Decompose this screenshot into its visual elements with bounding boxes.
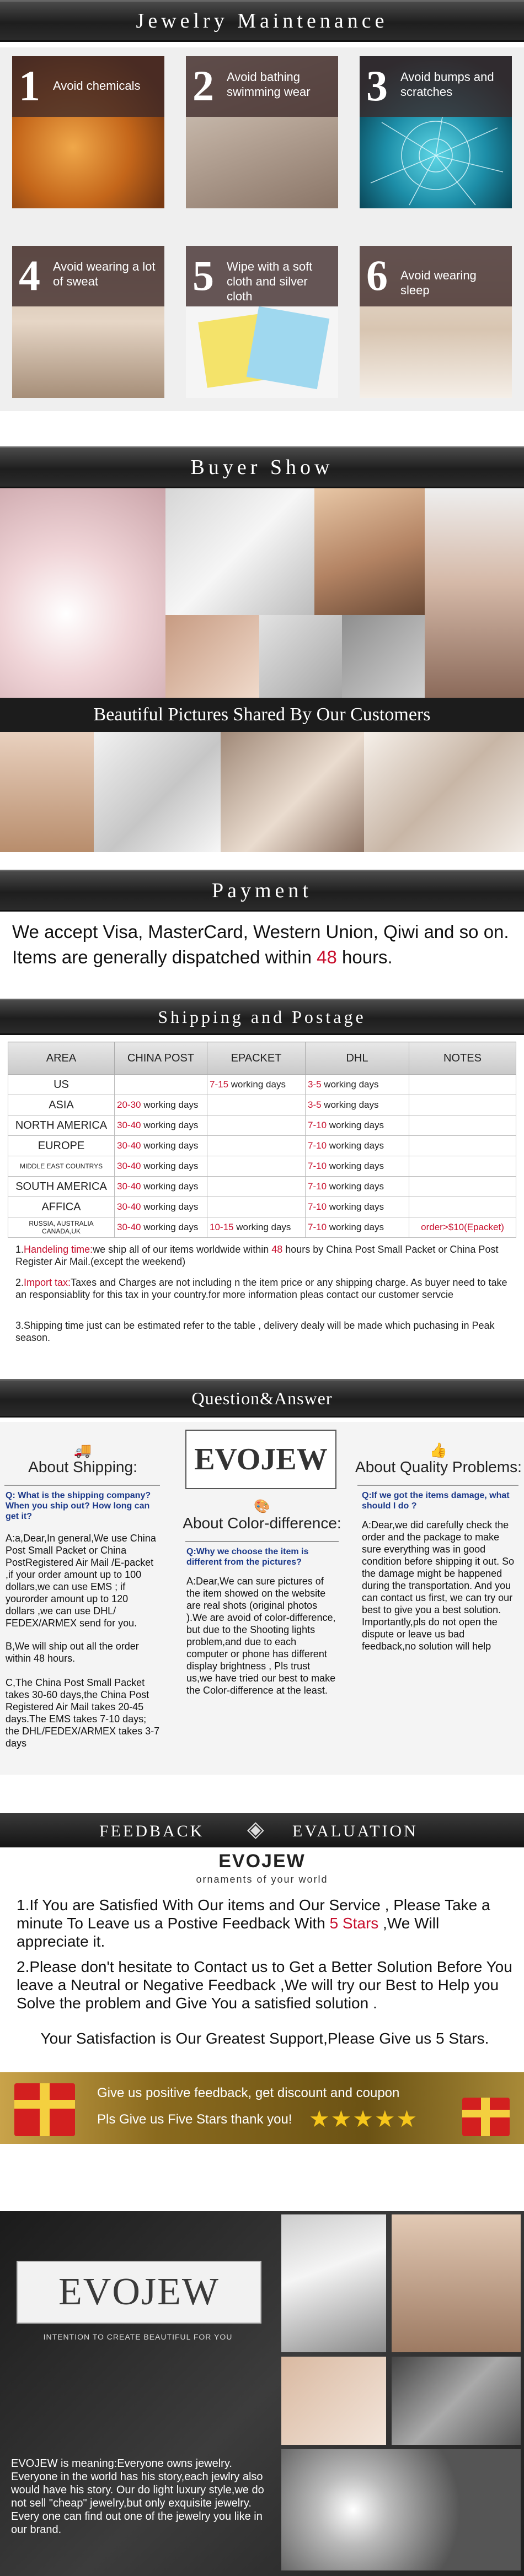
tip-tile-sleep [360,246,512,398]
shipping-note-1: 1.Handeling time:we ship all of our items worldwide within 48 hours by China Post Small Packet or China Post Register Air Mail.(except the weekend) [15,1244,499,1267]
notes-cell [409,1156,516,1177]
dhl-cell: 3-5 working days [306,1095,409,1115]
buyer-show-gallery [0,488,524,852]
feedback-promo-bar [0,2072,524,2144]
thumbs-up-icon: 👍 [429,1442,448,1458]
customer-photo-wrist [221,732,364,852]
shipping-banner [0,999,524,1035]
col-china-post: CHINA POST [115,1042,207,1075]
feedback-right: EVALUATION [292,1822,418,1840]
qa-shipping-question: Q: What is the shipping company? When you ship out? How long can get it? [6,1491,151,1521]
shipping-row [8,1217,516,1238]
col-area: AREA [8,1042,115,1075]
tip-label: Avoid bathing swimming wear [227,70,311,99]
gift-box-left-icon [14,2083,75,2136]
notes-cell [409,1136,516,1156]
dhl-cell: 7-10 working days [306,1156,409,1177]
notes-cell: order>$10(Epacket) [409,1217,516,1238]
china-post-cell: 30-40 working days [115,1136,207,1156]
col-dhl: DHL [306,1042,409,1075]
payment-title: Payment [212,879,312,902]
tip-label: Avoid wearing sleep [400,268,477,297]
dhl-cell: 7-10 working days [306,1197,409,1217]
epacket-cell [207,1197,306,1217]
customer-photo-pendant [0,488,165,698]
area-cell: RUSSIA, AUSTRALIA CANADA,UK [8,1217,115,1238]
tip-tile-chemicals [12,56,164,208]
payment-methods: We accept Visa, MasterCard, Western Union, Qiwi and so on. [12,921,509,942]
promo-line-2: Pls Give us Five Stars thank you! [97,2112,292,2127]
notes-cell [409,1197,516,1217]
shipping-row [8,1095,516,1115]
shipping-note-3: 3.Shipping time just can be estimated refer to the table , delivery dealy will be made which puchasing in Peak season. [15,1320,495,1343]
customer-photo-ring [259,615,342,698]
palette-icon: 🎨 [254,1499,270,1514]
brand-story-text: EVOJEW is meaning:Everyone owns jewelry. Everyone in the world has his story,each jewlry also would have his story. Our do light luxury style,we do not sell "cheap" jewelry,but only exquisite jewelry. Every one can find out one of the jewelry you like in our brand. [11,2458,264,2536]
qa-color-answer: A:Dear,We can sure pictures of the item showed on the website are real shots (original photos ).We are avoid of color-difference, but due to the Shooting lights problem,and due to each computer or phone has different display brightness , Pls trust us,we have tried our best to make the Color-difference at the least. [186,1576,336,1696]
customer-photo-earring [165,488,314,615]
china-post-cell: 30-40 working days [115,1115,207,1136]
maintenance-grid [0,47,524,411]
qa-shipping-answer-b: B,We will ship out all the order within 48 hours. [6,1641,139,1664]
shipping-title: Shipping and Postage [158,1007,366,1027]
tip-number: 6 [366,251,388,299]
notes-cell [409,1177,516,1197]
feedback-item-1: 1.If You are Satisfied With Our items and Our Service , Please Take a minute To Leave us a Postive Feedback With 5 Stars ,We Will appreciate it. [17,1896,490,1950]
customer-photo-model [0,732,94,852]
tip-tile-wipe [186,246,338,398]
brand-photo-necklace [281,2214,386,2352]
customer-photo-necklace [314,488,425,615]
col-epacket: EPACKET [207,1042,306,1075]
qa-shipping-head: 🚚 About Shipping: [0,1442,165,1476]
customer-photo-bracelet [342,615,425,698]
china-post-cell [115,1075,207,1095]
promo-line-1: Give us positive feedback, get discount and coupon [97,2085,400,2100]
feedback-item-2: 2.Please don't hesitate to Contact us to Get a Better Solution Before You leave a Neutral or Negative Feedback ,We will try our Best to Help you Solve the problem and Give You a satisfied solution . [17,1958,512,2012]
qa-color-head: 🎨 About Color-difference: [183,1499,341,1532]
qa-shipping-answer-a: A:a,Dear,In general,We use China Post Small Packet or China PostRegistered Air Mail /E-packet ,if your order amount up to 100 dollars,we can use EMS ; if yourorder amount up to 120 dollars ,we can use DHL/ FEDEX/ARMEX send for you. [6,1533,156,1629]
qa-shipping-answer-c: C,The China Post Small Packet takes 30-60 days,the China Post Registered Air Mail takes 20-45 days.The EMS takes 7-10 days; the DHL/FEDEX/ARMEX takes 3-7 days [6,1677,160,1749]
tip-tile-sweat [12,246,164,398]
epacket-cell [207,1095,306,1115]
shipping-table [8,1042,516,1238]
tip-label: Wipe with a soft cloth and silver cloth [227,260,313,303]
shipping-row [8,1136,516,1156]
brand-photo-gems [281,2449,521,2570]
qa-panel [0,1422,524,1775]
dhl-cell: 3-5 working days [306,1075,409,1095]
feedback-item-3: Your Satisfaction is Our Greatest Support,Please Give us 5 Stars. [40,2030,489,2047]
qa-title: Question&Answer [191,1388,333,1408]
qa-banner [0,1379,524,1418]
area-cell: EUROPE [8,1136,115,1156]
feedback-left: FEEDBACK [99,1822,205,1840]
tip-number: 1 [19,62,40,110]
shipping-note-2: 2.Import tax:Taxes and Charges are not including n the item price or any shipping charge. As buyer need to take an responsiablity for this tax in your country.for more information pleas contact our customer servcie [15,1277,507,1300]
dhl-cell: 7-10 working days [306,1115,409,1136]
customer-photo-portrait [425,488,524,698]
qa-quality-answer: A:Dear,we did carefully check the order and the package to make sure everything was in good condition before shipping it out. So the damage might be happened during the transportation. And you can contact us first, we can try our best to give you a best solution. Importantly,pls do not open the dispute or leave us bad feedback,no solution will help [362,1519,515,1652]
area-cell: MIDDLE EAST COUNTRYS [8,1156,115,1177]
notes-cell [409,1115,516,1136]
china-post-cell: 30-40 working days [115,1156,207,1177]
buyer-show-caption [0,698,524,732]
customer-photo-charm [94,732,221,852]
buyer-show-title: Buyer Show [190,456,334,479]
feedback-tagline: ornaments of your world [196,1874,328,1885]
epacket-cell [207,1177,306,1197]
shipping-row [8,1156,516,1177]
epacket-cell: 10-15 working days [207,1217,306,1238]
epacket-cell [207,1156,306,1177]
dispatch-hours: 48 [317,947,337,967]
five-stars-text: 5 Stars [329,1915,379,1932]
brand-photo-couple [281,2357,386,2445]
brand-story-tagline: INTENTION TO CREATE BEAUTIFUL FOR YOU [43,2332,233,2341]
tip-number: 3 [366,62,388,110]
notes-cell [409,1075,516,1095]
buyer-show-caption-text: Beautiful Pictures Shared By Our Customers [93,704,431,725]
customer-photo-couple [165,615,259,698]
brand-story [0,2211,524,2576]
area-cell: ASIA [8,1095,115,1115]
dhl-cell: 7-10 working days [306,1136,409,1156]
gift-box-right-icon [462,2098,510,2136]
china-post-cell: 30-40 working days [115,1197,207,1217]
col-notes: NOTES [409,1042,516,1075]
qa-quality-question: Q:If we got the items damage, what should I do ? [362,1491,510,1511]
brand-photo-ring [392,2357,521,2445]
notes-cell [409,1095,516,1115]
maintenance-title: Jewelry Maintenance [136,9,388,33]
dispatch-time: Items are generally dispatched within 48 hours. [12,947,393,967]
qa-quality-head: 👍 About Quality Problems: [353,1442,524,1476]
tip-label: Avoid bumps and scratches [400,70,494,99]
area-cell: SOUTH AMERICA [8,1177,115,1197]
brand-photo-woman [392,2214,521,2352]
buyer-show-banner [0,446,524,488]
shipping-row [8,1075,516,1095]
epacket-cell [207,1115,306,1136]
area-cell: US [8,1075,115,1095]
maintenance-banner [0,0,524,42]
tip-number: 2 [193,62,214,110]
tip-label: Avoid wearing a lot of sweat [53,260,156,288]
tip-label: Avoid chemicals [53,79,141,93]
shipping-row [8,1115,516,1136]
truck-icon: 🚚 [73,1442,92,1458]
china-post-cell: 30-40 working days [115,1177,207,1197]
qa-brand-logo: EVOJEW [185,1430,336,1489]
feedback-brand: EVOJEW [218,1851,306,1872]
epacket-cell: 7-15 working days [207,1075,306,1095]
area-cell: NORTH AMERICA [8,1115,115,1136]
qa-color-question: Q:Why we choose the item is different from the pictures? [186,1547,309,1567]
tip-number: 4 [19,251,40,299]
shipping-row [8,1197,516,1217]
area-cell: AFFICA [8,1197,115,1217]
tip-tile-bathing [186,56,338,208]
payment-banner [0,870,524,912]
customer-photo-bangle [364,732,524,852]
tip-tile-bumps [360,56,512,208]
epacket-cell [207,1136,306,1156]
tip-number: 5 [193,251,214,299]
diamond-icon: ◈ [247,1817,264,1841]
china-post-cell: 30-40 working days [115,1217,207,1238]
feedback-banner [0,1813,524,1847]
dhl-cell: 7-10 working days [306,1217,409,1238]
five-star-rating-icon: ★★★★★ [309,2106,419,2132]
china-post-cell: 20-30 working days [115,1095,207,1115]
shipping-row [8,1177,516,1197]
dhl-cell: 7-10 working days [306,1177,409,1197]
brand-story-logo: EVOJEW [17,2261,261,2324]
